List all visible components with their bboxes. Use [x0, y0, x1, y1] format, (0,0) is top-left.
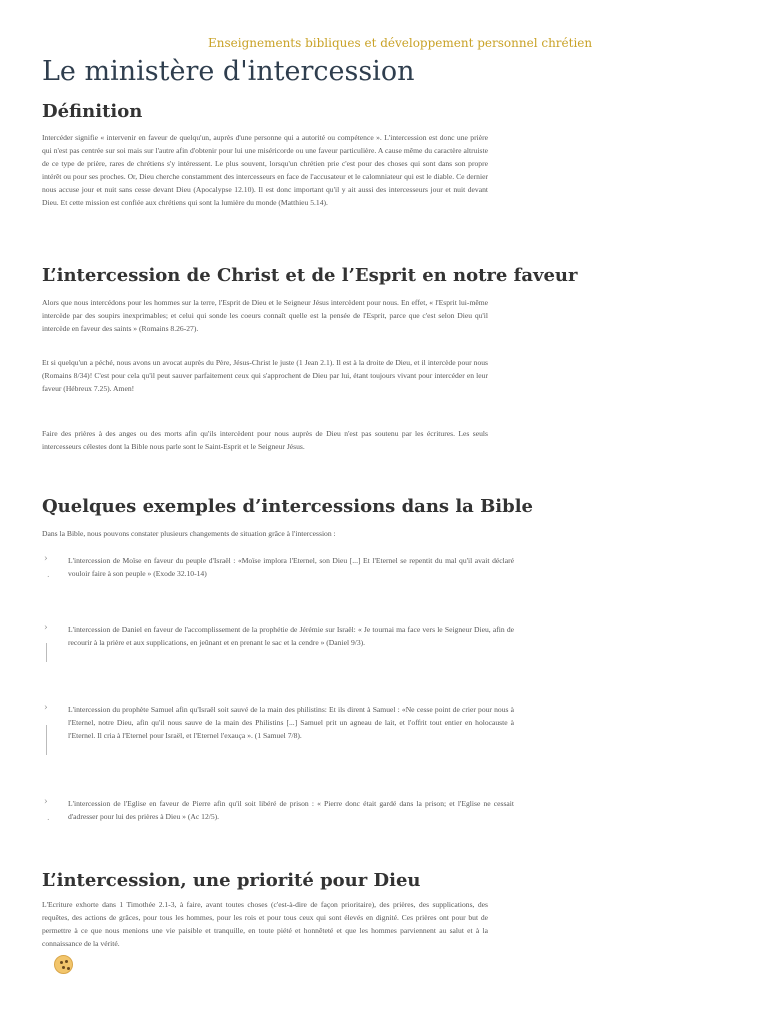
christ-spirit-paragraph-3: Faire des prières à des anges ou des morts afin qu'ils intercèdent pour nous auprès de Dieu n'est pas soutenu par les écritures. Les seuls intercesseurs célestes dont la Bible nous parle sont le Saint-Esprit et le Seigneur Jésus. — [42, 429, 488, 451]
definition-paragraph: Intercéder signifie « intervenir en faveur de quelqu'un, auprès d'une personne qui a autorité ou compétence ». L'intercession est donc une prière qui n'est pas centrée sur soi mais sur l'autre afin d'obtenir pour lui une miséricorde ou une faveur particulière. A cause même du caractère altruiste de ce type de prière, rares de chrétiens s'y intéressent. Le plus souvent, lorsqu'un chrétien prie c'est pour des choses qui sont dans son propre intérêt ou pour ses proches. Or, Dieu cherche constamment des intercesseurs en face de l'accusateur et le calomniateur qui est le diable. Ce dernier nous accuse jour et nuit sans cesse devant Dieu (Apocalypse 12.10). Il est donc important qu'il y ait aussi des intercesseurs jour et nuit devant Dieu. Et cette mission est confiée aux chrétiens qui sont la lumière du monde (Matthieu 5.14). — [42, 133, 488, 207]
examples-heading: Quelques exemples d’intercessions dans la Bible — [42, 496, 534, 517]
site-tagline[interactable]: Enseignements bibliques et développement personnel chrétien — [208, 36, 593, 50]
chevron-right-icon: › — [44, 623, 48, 633]
bullet-dot-icon: . — [47, 813, 50, 822]
bullet-bar-icon — [46, 725, 47, 755]
cookie-button[interactable] — [54, 955, 73, 974]
example-item-text: L'intercession de l'Eglise en faveur de Pierre afin qu'il soit libéré de prison : « Pierre donc était gardé dans la prison; et l'Eglise ne cessait d'adresser pour lui des prières à Dieu » (Ac 12/5). — [68, 799, 514, 821]
priority-heading: L’intercession, une priorité pour Dieu — [42, 870, 421, 891]
example-item-text: L'intercession de Daniel en faveur de l'accomplissement de la prophétie de Jérémie sur Israël: « Je tournai ma face vers le Seigneur Dieu, afin de recourir à la prière et aux supplications, en jeûnant et en prenant le sac et la cendre » (Daniel 9/3). — [68, 625, 514, 647]
list-item — [42, 623, 514, 649]
christ-spirit-paragraph-2: Et si quelqu'un a péché, nous avons un avocat auprès du Père, Jésus-Christ le juste (1 Jean 2.1). Il est à la droite de Dieu, et il intercède pour nous (Romains 8/34)! C'est pour cela qu'il peut sauver parfaitement ceux qui s'approchent de Dieu par lui, étant toujours vivant pour intercéder en leur faveur (Hébreux 7.25). Amen! — [42, 358, 488, 393]
chevron-right-icon: › — [44, 703, 48, 713]
bullet-dot-icon: . — [47, 570, 50, 579]
christ-spirit-paragraph-1: Alors que nous intercédons pour les hommes sur la terre, l'Esprit de Dieu et le Seigneur Jésus intercèdent pour nous. En effet, « l'Esprit lui-même intercède par des soupirs inexprimables; et celui qui sonde les coeurs connaît quelle est la pensée de l'Esprit, parce que c'est selon Dieu qu'il intercède en faveur des saints » (Romains 8.26-27). — [42, 298, 488, 333]
definition-heading: Définition — [42, 101, 143, 122]
bullet-bar-icon — [46, 643, 47, 662]
example-item-text: L'intercession du prophète Samuel afin qu'Israël soit sauvé de la main des philistins: Et ils dirent à Samuel : «Ne cesse point de crier pour nous à l'Eternel, notre Dieu, afin qu'il nous sauve de la main des Philistins [...] Samuel prit un agneau de lait, et l'offrit tout entier en holocauste à l'Eternel. Il cria à l'Eternel pour Israël, et l'Eternel l'exauça ». (1 Samuel 7/8). — [68, 705, 514, 740]
list-item — [42, 554, 514, 580]
example-item-text: L'intercession de Moïse en faveur du peuple d'Israël : «Moïse implora l'Eternel, son Dieu [...] Et l'Eternel se repentit du mal qu'il avait déclaré vouloir faire à son peuple » (Exode 32.10-14) — [68, 556, 514, 578]
page-title: Le ministère d'intercession — [42, 56, 415, 87]
chevron-right-icon: › — [44, 554, 48, 564]
cookie-icon — [55, 956, 72, 973]
priority-paragraph: L'Ecriture exhorte dans 1 Timothée 2.1-3, à faire, avant toutes choses (c'est-à-dire de façon prioritaire), des prières, des supplications, des requêtes, des actions de grâces, pour tous les hommes, pour les rois et pour tous ceux qui sont élevés en dignité. Ces prières ont pour but de permettre à ce que nous menions une vie paisible et tranquille, en toute piété et honnêteté et que les hommes parviennent au salut et à la connaissance de la vérité. — [42, 900, 488, 948]
christ-spirit-heading: L’intercession de Christ et de l’Esprit en notre faveur — [42, 265, 578, 286]
list-item — [42, 703, 514, 742]
list-item — [42, 797, 514, 823]
examples-intro: Dans la Bible, nous pouvons constater plusieurs changements de situation grâce à l'intercession : — [42, 529, 336, 538]
chevron-right-icon: › — [44, 797, 48, 807]
